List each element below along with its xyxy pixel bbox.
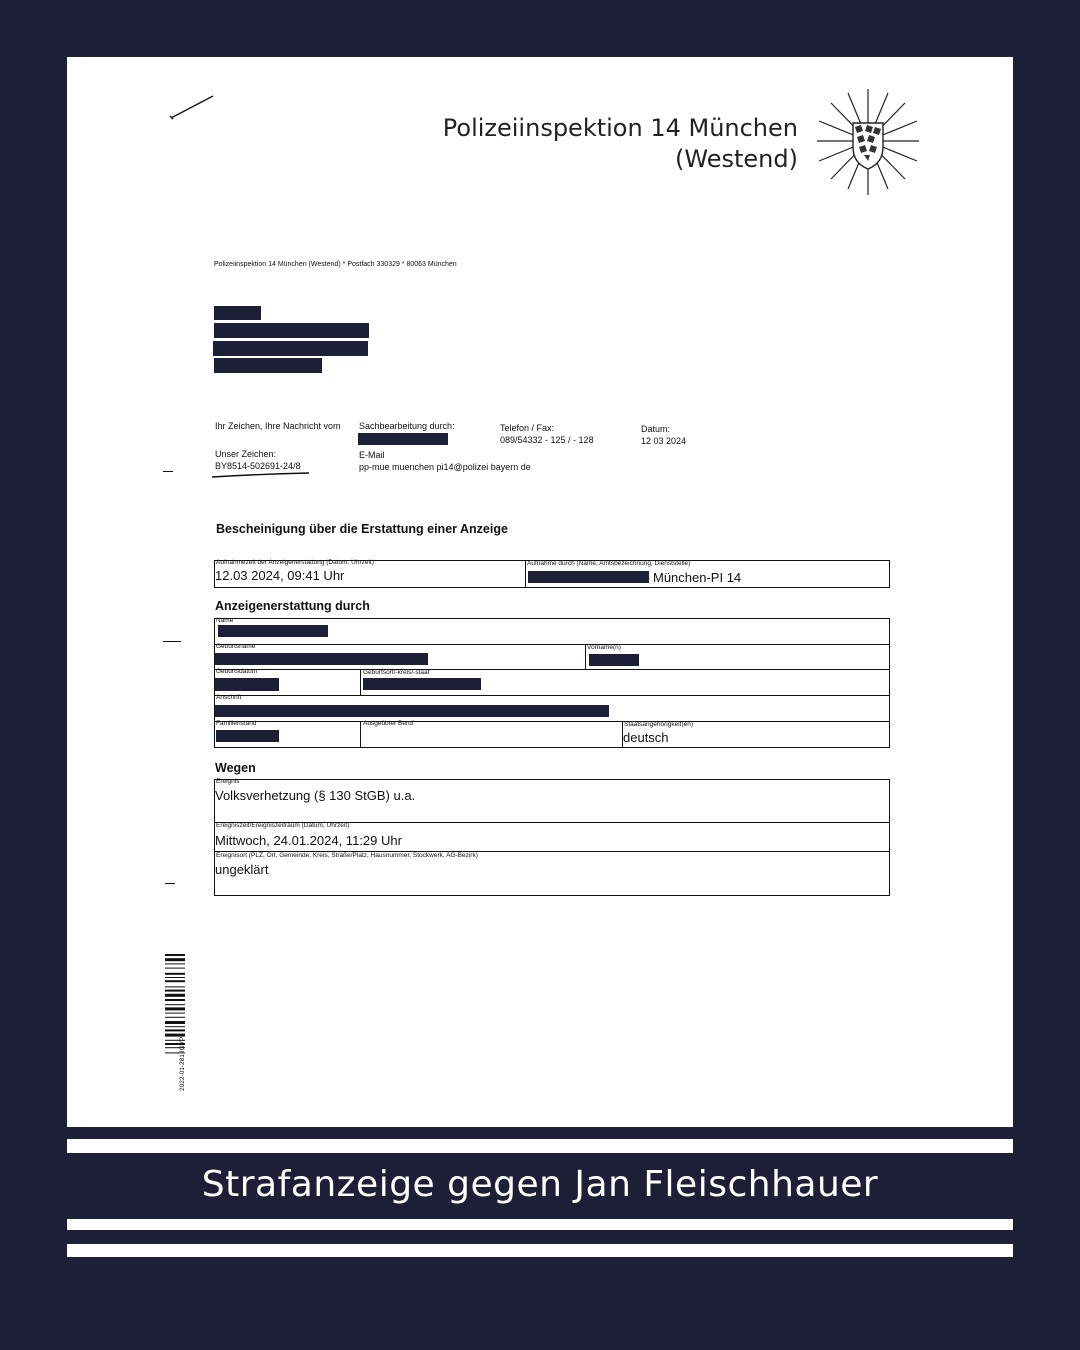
redacted-recipient-line-2: [214, 323, 369, 338]
inspection-name: Polizeiinspektion 14 München: [442, 114, 798, 142]
ereignis-value: Volksverhetzung (§ 130 StGB) u.a.: [215, 788, 416, 803]
white-stripe-middle: [67, 1219, 1013, 1230]
underline-mark: [211, 471, 311, 479]
redacted-geburtsdatum: [215, 678, 279, 691]
beruf-label: Ausgeübter Beruf: [363, 720, 414, 727]
redacted-recipient-line-3: [213, 341, 368, 356]
anschrift-label: Anschrift: [216, 694, 242, 701]
staatsangehoerigkeit-value: deutsch: [623, 730, 669, 745]
geburtsdatum-label: Geburtsdatum: [216, 668, 258, 675]
ereigniszeit-label: Ereigniszeit/Ereigniszeitraum (Datum, Uhrzeit): [216, 822, 350, 829]
redacted-name: [218, 625, 328, 637]
wegen-heading: Wegen: [215, 761, 256, 775]
vorname-label: Vorname(n): [587, 644, 621, 651]
anzeigenerstattung-heading: Anzeigenerstattung durch: [215, 599, 370, 613]
inspection-sub: (Westend): [675, 145, 798, 173]
email-label: E-Mail: [359, 450, 385, 460]
email-value: pp-mue muenchen pi14@polizei bayern de: [359, 462, 531, 472]
return-address: Polizeiinspektion 14 München (Westend) * Postfach 330329 * 80063 München: [214, 261, 457, 268]
redacted-geburtsort: [363, 678, 481, 690]
white-stripe-top: [67, 1139, 1013, 1153]
document-title: Bescheinigung über die Erstattung einer Anzeige: [216, 522, 508, 536]
barcode-text: 2022-01-281 IGVP: [179, 1036, 186, 1091]
sachbearbeitung-label: Sachbearbeitung durch:: [359, 421, 455, 431]
redacted-geburtsname: [215, 653, 428, 665]
staatsangehoerigkeit-label: Staatsangehörigkeit(en): [624, 721, 694, 728]
redacted-familienstand: [216, 730, 279, 742]
telefon-value: 089/54332 - 125 / - 128: [500, 435, 594, 445]
familienstand-label: Familienstand: [216, 720, 257, 727]
pen-mark: [167, 92, 217, 122]
geburtsort-label: Geburtsort/-kreis/-staat: [363, 669, 430, 676]
telefon-label: Telefon / Fax:: [500, 423, 555, 433]
unser-zeichen-value: BY8514-502691-24/8: [215, 461, 301, 471]
ihr-zeichen-label: Ihr Zeichen, Ihre Nachricht vom: [215, 421, 341, 431]
datum-label: Datum:: [641, 424, 671, 434]
bavarian-police-star-emblem: [813, 85, 923, 197]
anzeigenerstattung-box: [214, 618, 890, 748]
redacted-officer-name: [528, 571, 649, 583]
aufnahme-durch-label: Aufnahme durch (Name, Amtsbezeichnung, Dienststelle): [527, 560, 691, 567]
ereigniszeit-value: Mittwoch, 24.01.2024, 11:29 Uhr: [215, 833, 402, 848]
geburtsname-label: Geburtsname: [216, 643, 256, 650]
caption-title: Strafanzeige gegen Jan Fleischhauer: [201, 1164, 879, 1205]
redacted-vorname: [589, 654, 639, 666]
redacted-anschrift: [215, 705, 609, 717]
datum-value: 12 03 2024: [641, 436, 687, 446]
unser-zeichen-label: Unser Zeichen:: [215, 449, 277, 459]
redacted-sachbearbeiter: [358, 433, 448, 445]
aufnahme-durch-value: München-PI 14: [653, 570, 742, 585]
scanned-document: [67, 57, 1013, 1127]
ereignisort-label: Ereignisort (PLZ, Ort, Gemeinde, Kreis, Straße/Platz, Hausnummer, Stockwerk, AG-Bezirk): [216, 852, 478, 859]
redacted-recipient-line-1: [214, 306, 261, 320]
aufnahmezeit-label: Aufnahmezeit der Anzeigenerstattung (Datum, Uhrzeit): [216, 559, 374, 566]
name-label: Name: [216, 617, 234, 624]
ereignisort-value: ungeklärt: [215, 862, 269, 877]
aufnahmezeit-value: 12.03 2024, 09:41 Uhr: [215, 568, 345, 583]
ereignis-label: Ereignis: [216, 778, 240, 785]
redacted-recipient-line-4: [214, 358, 322, 373]
white-stripe-bottom: [67, 1244, 1013, 1257]
